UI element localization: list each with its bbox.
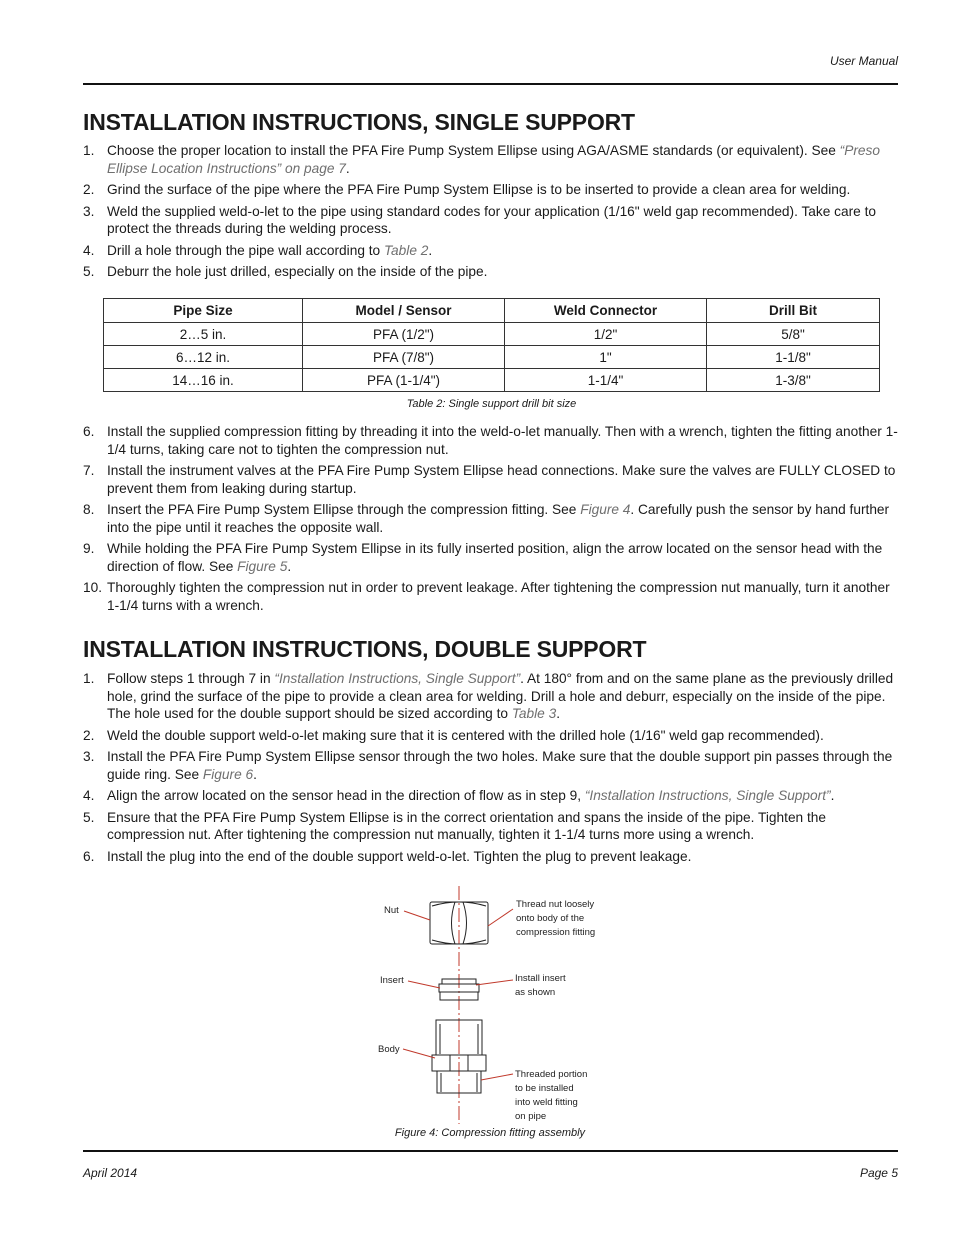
table-cell: 1-3/8" (707, 369, 880, 392)
step-item (83, 727, 898, 745)
table-header-cell: Pipe Size (104, 299, 303, 323)
table-header-cell: Model / Sensor (303, 299, 505, 323)
step-number: 2. (83, 727, 95, 743)
table-cell: 14…16 in. (104, 369, 303, 392)
footer-page: Page 5 (859, 1166, 898, 1180)
table-row (104, 346, 880, 369)
step-number: 6. (83, 848, 95, 864)
step-text: Install the PFA Fire Pump System Ellipse sensor through the two holes. Make sure that the double support pin passes through the guide ring. See (107, 749, 893, 782)
insert-note-line: as shown (515, 987, 556, 998)
table-cell: 1-1/8" (707, 346, 880, 369)
cross-reference-link[interactable]: “Installation Instructions, Single Support” (584, 788, 831, 803)
step-number: 5. (83, 809, 95, 825)
step-text: Ensure that the PFA Fire Pump System Ellipse is in the correct orientation and spans the inside of the pipe. Tighten the compression nut. After tightening the compression nut manually, tighten it 1-1/4 turns more using a wrench. (107, 809, 826, 842)
step-item (83, 462, 898, 497)
step-number: 8. (83, 502, 95, 517)
cross-reference-link[interactable]: “Preso Ellipse Location Instructions” on page 7 (107, 143, 880, 176)
step-text: While holding the PFA Fire Pump System Ellipse in its fully inserted position, align the arrow located on the sensor head with the direction of flow. See (107, 541, 883, 574)
step-item (83, 181, 898, 199)
step-number: 6. (83, 424, 95, 439)
table-cell: 1" (505, 346, 707, 369)
figure-caption: Figure 4: Compression fitting assembly (394, 1127, 586, 1139)
step-number: 4. (83, 788, 95, 803)
body-note-line: into weld fitting (515, 1097, 578, 1108)
table-header-row (104, 299, 880, 323)
step-item (83, 242, 898, 260)
nut-note-line: onto body of the (516, 913, 585, 924)
table-cell: 2…5 in. (104, 323, 303, 346)
insert-note-line: Install insert (515, 973, 566, 984)
step-text: . (830, 788, 835, 803)
step-item (83, 748, 898, 783)
table-caption: Table 2: Single support drill bit size (406, 398, 577, 410)
table-header-cell: Weld Connector (505, 299, 707, 323)
step-number: 10. (83, 580, 103, 595)
step-number: 3. (83, 203, 95, 219)
cross-reference-link[interactable]: Figure 6 (202, 766, 254, 782)
double-support-title: INSTALLATION INSTRUCTIONS, DOUBLE SUPPORT (83, 636, 647, 662)
table-row (104, 369, 880, 392)
drill-bit-table (103, 298, 880, 392)
footer-date: April 2014 (83, 1166, 138, 1180)
insert-label: Insert (380, 975, 404, 986)
table-header-cell: Drill Bit (707, 299, 880, 323)
leader-lines (403, 909, 513, 1080)
nut-label: Nut (384, 905, 399, 916)
single-support-steps (83, 142, 898, 285)
table-row (104, 323, 880, 346)
body-note-line: Threaded portion (515, 1069, 588, 1080)
table-cell: PFA (7/8") (303, 346, 505, 369)
step-number: 9. (83, 541, 95, 556)
header-rule (83, 83, 898, 85)
step-item (83, 203, 898, 238)
step-item (83, 142, 898, 177)
step-number: 5. (83, 264, 95, 279)
step-text: Follow steps 1 through 7 in (107, 671, 275, 686)
body-note-line: to be installed (515, 1083, 574, 1094)
step-text: Install the supplied compression fitting by threading it into the weld-o-let manually. Then with a wrench, tighten the fitting another 1-1/4 turns, taking care not to tighten the compression nut. (107, 424, 898, 457)
step-text: Align the arrow located on the sensor head in the direction of flow as in step 9, (107, 788, 585, 803)
single-support-steps-continued (83, 423, 898, 618)
step-text: Drill a hole through the pipe wall according to (107, 242, 384, 258)
step-number: 2. (83, 182, 95, 197)
step-text: . (287, 558, 292, 574)
step-item (83, 423, 898, 458)
step-item (83, 579, 898, 614)
step-number: 7. (83, 463, 95, 478)
step-text: . (253, 766, 257, 782)
step-text: Weld the supplied weld-o-let to the pipe using standard codes for your application (1/16" weld gap recommended). Take care to protect the threads during the welding process. (107, 203, 877, 236)
cross-reference-link[interactable]: Table 3 (511, 706, 557, 721)
body-label: Body (378, 1044, 400, 1055)
step-item (83, 540, 898, 575)
body-note-line: on pipe (515, 1111, 547, 1122)
step-number: 1. (83, 143, 95, 158)
step-item (83, 787, 898, 805)
step-number: 3. (83, 749, 95, 764)
step-text: . (556, 706, 561, 721)
table-cell: 1-1/4" (505, 369, 707, 392)
step-text: Insert the PFA Fire Pump System Ellipse through the compression fitting. See (107, 502, 581, 517)
step-item (83, 263, 898, 281)
step-text: Install the plug into the end of the double support weld-o-let. Tighten the plug to prevent leakage. (107, 848, 692, 864)
nut-note-line: Thread nut loosely (516, 899, 595, 910)
step-item (83, 501, 898, 536)
cross-reference-link[interactable]: Table 2 (383, 242, 429, 258)
single-support-title: INSTALLATION INSTRUCTIONS, SINGLE SUPPORT (83, 109, 635, 135)
cross-reference-link[interactable]: “Installation Instructions, Single Support” (274, 671, 521, 686)
step-text: . At 180° from and on the same plane as the previously drilled hole, grind the surface of the pipe to provide a clean area for welding. Drill a hole and deburr, especially on the inside of the pipe. The hole used for the double support should be sized according to (107, 671, 894, 721)
footer-rule (83, 1150, 898, 1152)
table-cell: PFA (1/2") (303, 323, 505, 346)
step-number: 4. (83, 242, 95, 258)
nut-note-line: compression fitting (516, 927, 596, 938)
step-number: 1. (83, 671, 95, 686)
step-text: Choose the proper location to install the PFA Fire Pump System Ellipse using AGA/ASME standards (or equivalent). See (107, 143, 840, 158)
cross-reference-link[interactable]: Figure 4 (580, 502, 631, 517)
step-item (83, 848, 898, 866)
compression-fitting-figure (360, 884, 630, 1129)
table-cell: PFA (1-1/4") (303, 369, 505, 392)
double-support-steps (83, 670, 898, 869)
step-text: Deburr the hole just drilled, especially on the inside of the pipe. (107, 264, 488, 279)
step-text: Install the instrument valves at the PFA Fire Pump System Ellipse head connections. Make sure the valves are FULLY CLOSED to prevent them from leaking during startup. (107, 463, 896, 496)
header-label: User Manual (829, 54, 898, 68)
step-text: Grind the surface of the pipe where the PFA Fire Pump System Ellipse is to be inserted to provide a clean area for welding. (107, 182, 851, 197)
step-item (83, 809, 898, 844)
table-cell: 5/8" (707, 323, 880, 346)
step-text: . (428, 242, 433, 258)
step-text: . (345, 160, 350, 176)
cross-reference-link[interactable]: Figure 5 (237, 558, 288, 574)
table-cell: 1/2" (505, 323, 707, 346)
step-item (83, 670, 898, 723)
table-cell: 6…12 in. (104, 346, 303, 369)
step-text: Weld the double support weld-o-let making sure that it is centered with the drilled hole (1/16" weld gap recommended). (107, 727, 824, 743)
step-text: . Carefully push the sensor by hand further into the pipe until it reaches the opposite wall. (107, 502, 890, 535)
step-text: Thoroughly tighten the compression nut in order to prevent leakage. After tightening the compression nut manually, turn it another 1-1/4 turns with a wrench. (107, 580, 890, 613)
